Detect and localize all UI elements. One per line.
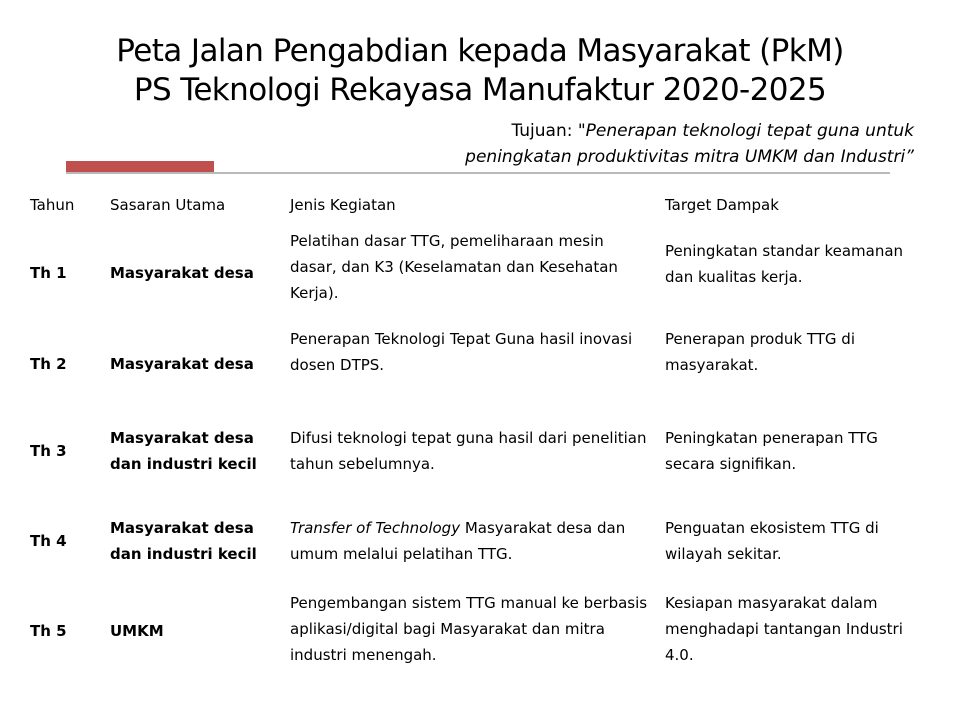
activity-cell <box>282 224 657 322</box>
title-line-1: Peta Jalan Pengabdian kepada Masyarakat (PkM) <box>116 33 844 69</box>
year-cell: Th 4 <box>30 532 67 550</box>
table-row <box>22 496 934 586</box>
activity-text: Masyarakat desa dan umum melalui pelatihan TTG. <box>290 519 626 563</box>
target-group-cell: Masyarakat desa <box>110 355 254 373</box>
activity-emphasis: Transfer of Technology <box>290 519 461 537</box>
subtitle <box>354 118 914 170</box>
target-group-cell: Masyarakat desa dan industri kecil <box>110 429 257 473</box>
accent-bar <box>66 161 214 172</box>
title-line-2: PS Teknologi Rekayasa Manufaktur 2020-2025 <box>133 72 827 108</box>
header-target-dampak: Target Dampak <box>665 196 779 214</box>
year-cell: Th 1 <box>30 264 67 282</box>
year-cell: Th 5 <box>30 622 67 640</box>
subtitle-quote-1: "Penerapan teknologi tepat guna untuk <box>577 121 914 141</box>
impact-cell: Kesiapan masyarakat dalam menghadapi tantangan Industri 4.0. <box>665 594 903 664</box>
year-cell: Th 2 <box>30 355 67 373</box>
header-sasaran-utama: Sasaran Utama <box>110 196 226 214</box>
year-cell: Th 3 <box>30 442 67 460</box>
activity-text: Pelatihan dasar TTG, pemeliharaan mesin dasar, dan K3 (Keselamatan dan Kesehatan Kerja). <box>290 232 618 302</box>
activity-cell <box>282 496 657 586</box>
subtitle-line-1 <box>354 118 914 144</box>
impact-cell: Peningkatan penerapan TTG secara signifikan. <box>665 429 878 473</box>
activity-text: Penerapan Teknologi Tepat Guna hasil inovasi dosen DTPS. <box>290 330 633 374</box>
subtitle-label: Tujuan: <box>511 121 578 141</box>
target-group-cell: Masyarakat desa <box>110 264 254 282</box>
target-group-cell: UMKM <box>110 622 164 640</box>
activity-cell <box>282 406 657 496</box>
table-row <box>22 322 934 406</box>
divider-line <box>66 172 890 174</box>
table-row <box>22 224 934 322</box>
table-header-row <box>22 186 934 224</box>
target-group-cell: Masyarakat desa dan industri kecil <box>110 519 257 563</box>
page-title <box>0 32 960 110</box>
activity-cell <box>282 322 657 406</box>
table-row <box>22 406 934 496</box>
activity-text: Difusi teknologi tepat guna hasil dari penelitian tahun sebelumnya. <box>290 429 647 473</box>
table-row <box>22 586 934 676</box>
impact-cell: Peningkatan standar keamanan dan kualitas kerja. <box>665 242 904 286</box>
impact-cell: Penguatan ekosistem TTG di wilayah sekitar. <box>665 519 879 563</box>
roadmap-table <box>22 186 934 676</box>
header-tahun: Tahun <box>30 196 75 214</box>
header-jenis-kegiatan: Jenis Kegiatan <box>290 196 396 214</box>
impact-cell: Penerapan produk TTG di masyarakat. <box>665 330 855 374</box>
activity-text: Pengembangan sistem TTG manual ke berbasis aplikasi/digital bagi Masyarakat dan mitra industri menengah. <box>290 594 648 664</box>
activity-cell <box>282 586 657 676</box>
subtitle-quote-2: peningkatan produktivitas mitra UMKM dan Industri” <box>465 147 914 167</box>
